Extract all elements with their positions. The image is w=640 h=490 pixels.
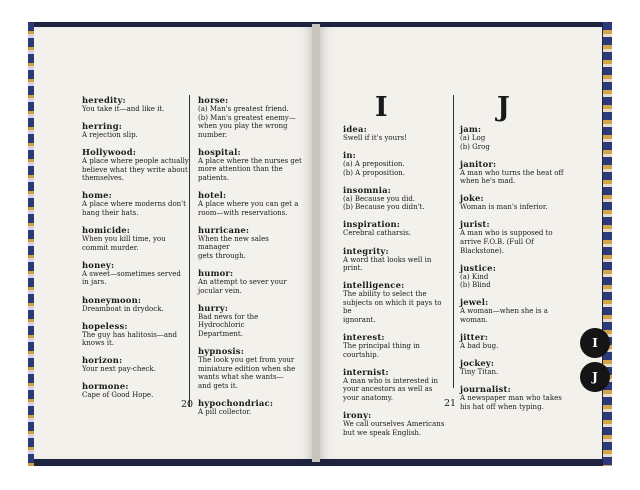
dictionary-entry (82, 355, 194, 374)
entry-term: home: (82, 190, 112, 201)
dictionary-entry (82, 321, 194, 348)
dictionary-entry (460, 159, 566, 186)
entry-definition: Cape of Good Hope. (82, 391, 154, 400)
entry-definition: When the new sales manager gets through. (198, 234, 269, 261)
entry-term: idea: (343, 124, 367, 134)
dictionary-entry (460, 219, 566, 255)
right-column-1 (343, 124, 451, 445)
page-number-right: 21 (444, 398, 457, 409)
entry-term: joke: (460, 193, 484, 204)
entry-term: insomnia: (343, 184, 392, 195)
entry-definition: (a) Log (b) Grog (460, 134, 490, 151)
entry-term: jurist: (460, 219, 490, 230)
dictionary-entry (82, 260, 194, 287)
entry-term: justice: (460, 262, 497, 273)
entry-definition: A place where moderns don't hang their hats. (82, 200, 186, 218)
entry-definition: (a) A preposition. (b) A proposition. (343, 160, 406, 177)
entry-definition: A pill collector. (198, 407, 252, 416)
dictionary-entry (460, 384, 566, 411)
entry-term: hormone: (82, 381, 129, 392)
dictionary-entry (460, 193, 566, 212)
dictionary-entry (343, 124, 451, 143)
dictionary-entry (82, 147, 194, 183)
dictionary-entry (460, 263, 566, 290)
entry-definition: The guy has halitosis—and knows it. (82, 330, 177, 348)
entry-term: hypnosis: (198, 346, 244, 357)
entry-definition: (a) Man's greatest friend. (b) Man's greatest enemy— when you play the wrong number. (198, 105, 296, 139)
entry-term: hurry: (198, 302, 229, 313)
entry-term: herring: (82, 121, 123, 132)
entry-definition: You take it—and like it. (82, 105, 165, 113)
entry-definition: A place where people actually believe what they write about themselves. (82, 157, 189, 183)
entry-term: hotel: (198, 190, 227, 201)
dictionary-entry (198, 268, 302, 295)
entry-term: jewel: (460, 297, 489, 308)
thumb-tab-i[interactable]: I (580, 328, 610, 358)
entry-definition: Swell if it's yours! (343, 134, 407, 142)
entry-definition: Woman is man's inferior. (460, 203, 548, 212)
entry-term: hypochondriac: (198, 397, 274, 408)
dictionary-entry (198, 398, 302, 417)
entry-term: journalist: (460, 384, 511, 395)
dictionary-entry (198, 147, 302, 183)
entry-term: jam: (460, 124, 482, 134)
entry-term: jockey: (460, 358, 495, 369)
dictionary-entry (82, 295, 194, 314)
dictionary-entry (460, 124, 566, 151)
entry-definition: A sweet—sometimes served in jars. (82, 269, 181, 287)
dictionary-entry (82, 381, 194, 400)
entry-term: hurricane: (198, 224, 250, 235)
entry-definition: A word that looks well in print. (343, 255, 432, 273)
entry-term: integrity: (343, 245, 389, 256)
dictionary-entry (82, 121, 194, 140)
entry-definition: An attempt to sever your jocular vein. (198, 278, 287, 295)
section-letter-i: I (375, 92, 388, 123)
dictionary-entry (82, 225, 194, 252)
dictionary-entry (343, 410, 451, 437)
entry-definition: Cerebral catharsis. (343, 229, 412, 238)
entry-definition: A place where the nurses get more attention than the patients. (198, 156, 302, 183)
dictionary-entry (343, 367, 451, 403)
section-letter-j: J (497, 92, 510, 123)
column-divider (189, 95, 190, 407)
entry-term: intelligence: (343, 280, 405, 291)
dictionary-entry (198, 190, 302, 217)
entry-term: hopeless: (82, 320, 128, 331)
entry-definition: A rejection slip. (82, 131, 138, 140)
entry-definition: (a) Because you did. (b) Because you didn't. (343, 194, 425, 212)
left-column-2 (198, 95, 302, 424)
entry-definition: A place where you can get a room—with reservations. (198, 200, 299, 217)
entry-term: horse: (198, 95, 229, 105)
entry-definition: A man who turns the heat off when he's mad. (460, 168, 564, 186)
entry-definition: A newspaper man who takes his hat off when typing. (460, 394, 562, 411)
entry-definition: We call ourselves Americans but we speak English. (343, 420, 445, 437)
thumb-tab-j[interactable]: J (580, 362, 610, 392)
book-spine (312, 24, 320, 462)
dictionary-entry (82, 190, 194, 217)
entry-term: internist: (343, 366, 389, 377)
entry-definition: The ability to select the subjects on which it pays to be ignorant. (343, 290, 442, 325)
column-divider (453, 95, 454, 388)
entry-term: honey: (82, 259, 115, 270)
dictionary-entry (343, 185, 451, 212)
dictionary-entry (343, 246, 451, 273)
entry-definition: When you kill time, you commit murder. (82, 235, 166, 252)
entry-term: humor: (198, 268, 234, 279)
entry-definition: Your next pay-check. (82, 365, 156, 374)
entry-term: horizon: (82, 355, 123, 366)
right-column-2 (460, 124, 566, 419)
entry-term: honeymoon: (82, 294, 142, 305)
entry-definition: (a) Kind (b) Blind (460, 272, 491, 290)
entry-definition: A man who is interested in your ancestors as well as your anatomy. (343, 376, 439, 402)
entry-term: inspiration: (343, 219, 401, 230)
dictionary-entry (198, 225, 302, 261)
entry-term: in: (343, 150, 356, 161)
dictionary-entry (343, 280, 451, 324)
dictionary-entry (198, 303, 302, 339)
entry-term: janitor: (460, 158, 497, 169)
cover-edge-right (603, 22, 612, 466)
dictionary-entry (82, 95, 194, 114)
dictionary-entry (343, 219, 451, 238)
dictionary-entry (198, 95, 302, 139)
entry-term: jitter: (460, 332, 489, 343)
dictionary-entry (460, 332, 566, 351)
entry-definition: Bad news for the Hydrochloric Department. (198, 312, 259, 338)
entry-definition: A woman—when she is a woman. (460, 307, 548, 325)
entry-term: irony: (343, 410, 372, 421)
entry-term: Hollywood: (82, 147, 137, 158)
left-column-1 (82, 95, 194, 408)
dictionary-entry (460, 358, 566, 377)
entry-definition: The look you get from your miniature edition when she wants what she wants— and gets it. (198, 356, 296, 390)
entry-definition: Dreamboat in drydock. (82, 304, 164, 313)
entry-term: hospital: (198, 146, 241, 157)
entry-definition: The principal thing in courtship. (343, 342, 420, 359)
entry-term: heredity: (82, 95, 126, 105)
entry-definition: Tiny Titan. (460, 368, 499, 377)
page-number-left: 20 (181, 399, 194, 410)
dictionary-entry (343, 332, 451, 359)
entry-term: interest: (343, 332, 385, 343)
entry-definition: A man who is supposed to arrive F.O.B. (Full Of Blackstone). (460, 229, 553, 255)
dictionary-entry (198, 346, 302, 390)
dictionary-entry (460, 297, 566, 324)
dictionary-entry (343, 150, 451, 177)
entry-definition: A bad bug. (460, 342, 499, 351)
entry-term: homicide: (82, 225, 131, 236)
